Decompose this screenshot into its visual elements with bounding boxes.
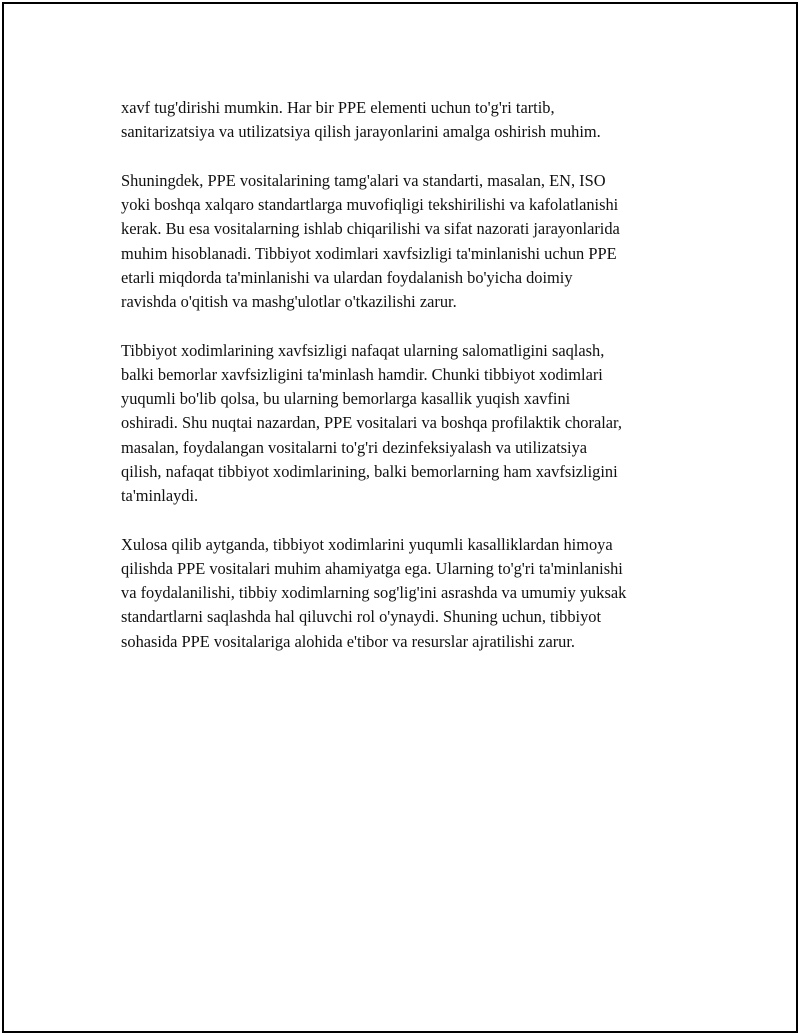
text-line: qilishda PPE vositalari muhim ahamiyatga ega. Ularning to'g'ri ta'minlanishi bbox=[121, 559, 623, 579]
text-line: qilish, nafaqat tibbiyot xodimlarining, balki bemorlarning ham xavfsizligini bbox=[121, 461, 618, 481]
text-line: etarli miqdorda ta'minlanishi va ulardan foydalanish bo'yicha doimiy bbox=[121, 267, 573, 287]
text-line: xavf tug'dirishi mumkin. Har bir PPE elementi uchun to'g'ri tartib, bbox=[121, 98, 555, 117]
paragraph-4 bbox=[121, 533, 721, 654]
text-line: masalan, foydalangan vositalarni to'g'ri dezinfeksiyalash va utilizatsiya bbox=[121, 437, 588, 457]
text-line: standartlarni saqlashda hal qiluvchi rol o'ynaydi. Shuning uchun, tibbiyot bbox=[121, 607, 602, 627]
document-page bbox=[2, 2, 798, 1033]
text-line: muhim hisoblanadi. Tibbiyot xodimlari xavfsizligi ta'minlanishi uchun PPE bbox=[121, 243, 617, 263]
paragraph-1 bbox=[121, 96, 721, 144]
text-line: Shuningdek, PPE vositalarining tamg'alari va standarti, masalan, EN, ISO bbox=[121, 171, 606, 190]
text-line: yoki boshqa xalqaro standartlarga muvofiqligi tekshirilishi va kafolatlanishi bbox=[121, 195, 619, 215]
text-line: sohasida PPE vositalariga alohida e'tibor va resurslar ajratilishi zarur. bbox=[121, 631, 576, 651]
text-line: va foydalanilishi, tibbiy xodimlarning sog'lig'ini asrashda va umumiy yuksak bbox=[121, 583, 627, 603]
text-line: sanitarizatsiya va utilizatsiya qilish jarayonlarini amalga oshirish muhim. bbox=[121, 122, 601, 142]
paragraph-2 bbox=[121, 169, 721, 314]
paragraph-3 bbox=[121, 339, 721, 508]
document-body bbox=[121, 96, 721, 678]
text-line: balki bemorlar xavfsizligini ta'minlash hamdir. Chunki tibbiyot xodimlari bbox=[121, 365, 603, 385]
text-line: yuqumli bo'lib qolsa, bu ularning bemorlarga kasallik yuqish xavfini bbox=[121, 389, 571, 409]
text-line: ravishda o'qitish va mashg'ulotlar o'tkazilishi zarur. bbox=[121, 292, 457, 312]
text-line: oshiradi. Shu nuqtai nazardan, PPE vositalari va boshqa profilaktik choralar, bbox=[121, 413, 622, 433]
text-line: Xulosa qilib aytganda, tibbiyot xodimlarini yuqumli kasalliklardan himoya bbox=[121, 534, 613, 554]
text-line: Tibbiyot xodimlarining xavfsizligi nafaqat ularning salomatligini saqlash, bbox=[121, 340, 605, 360]
text-line: ta'minlaydi. bbox=[121, 486, 199, 506]
text-line: kerak. Bu esa vositalarning ishlab chiqarilishi va sifat nazorati jarayonlarida bbox=[121, 219, 620, 239]
